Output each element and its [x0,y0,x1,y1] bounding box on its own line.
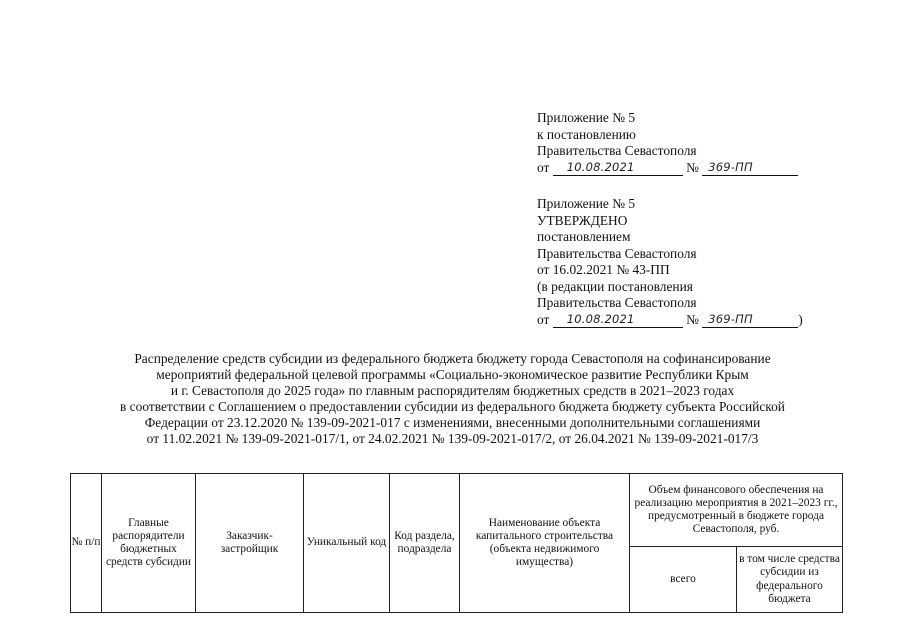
header-num: № п/п [71,474,102,613]
title-line-3: и г. Севастополя до 2025 года» по главным распорядителям бюджетных средств в 2021–2023 годах [170,383,735,399]
handwritten-number: 369-ПП [708,311,753,326]
closing-paren: ) [798,311,803,327]
header-unique-code: Уникальный код [304,474,390,613]
title-line-6: от 11.02.2021 № 139-09-2021-017/1, от 24.02.2021 № 139-09-2021-017/2, от 26.04.2021 № 139-09-2021-017/3 [146,431,759,447]
header-object-name: Наименование объекта капитального строительства (объекта недвижимого имущества) [460,474,630,613]
date-field [553,313,683,328]
approval-block-amendment [537,110,798,176]
signature-date-line [537,160,798,177]
appendix-label: Приложение № 5 [537,110,636,125]
number-field [702,313,798,328]
approved-label: УТВЕРЖДЕНО [537,212,628,228]
title-line-5: Федерации от 23.12.2020 № 139-09-2021-017 с изменениями, внесенными дополнительными соглашениями [144,415,761,431]
header-federal: в том числе средства субсидии из федерального бюджета [737,547,843,613]
government-label: Правительства Севастополя [537,245,697,261]
government-label-2: Правительства Севастополя [537,295,697,310]
government-label: Правительства Севастополя [537,143,697,158]
from-label: от [537,311,550,327]
title-line-4: в соответствии с Соглашением о предоставлении субсидии из федерального бюджета бюджету субъекта Российской [120,399,785,415]
appendix-label: Приложение № 5 [537,196,636,211]
handwritten-number: 369-ПП [708,159,753,174]
distribution-table [70,473,843,613]
table-header-row-1 [71,474,843,547]
header-customer: Заказчик-застройщик [196,474,304,613]
date-field [553,161,683,176]
original-date-number: от 16.02.2021 № 43-ПП [537,262,670,277]
from-label: от [537,159,550,175]
header-total: всего [630,547,737,613]
title-line-1: Распределение средств субсидии из федерального бюджета бюджету города Севастополя на софинансирование [134,351,771,366]
handwritten-date: 10.08.2021 [566,311,635,326]
document-title [0,351,905,448]
resolution-label: постановлением [537,229,631,244]
title-line-2: мероприятий федеральной целевой программы «Социально-экономическое развитие Республики Крым [156,367,749,383]
handwritten-date: 10.08.2021 [566,159,635,174]
signature-date-line [537,312,803,329]
header-section-code: Код раздела, подраздела [390,474,460,613]
number-label: № [686,311,699,327]
header-distributors: Главные распорядители бюджетных средств субсидии [102,474,196,613]
edition-label: (в редакции постановления [537,278,693,294]
approval-block-original [537,196,803,328]
number-field [702,161,798,176]
header-financing: Объем финансового обеспечения на реализацию мероприятия в 2021–2023 гг., предусмотренный в бюджете города Севастополя, руб. [630,474,843,547]
number-label: № [686,159,699,175]
resolution-label: к постановлению [537,126,636,142]
